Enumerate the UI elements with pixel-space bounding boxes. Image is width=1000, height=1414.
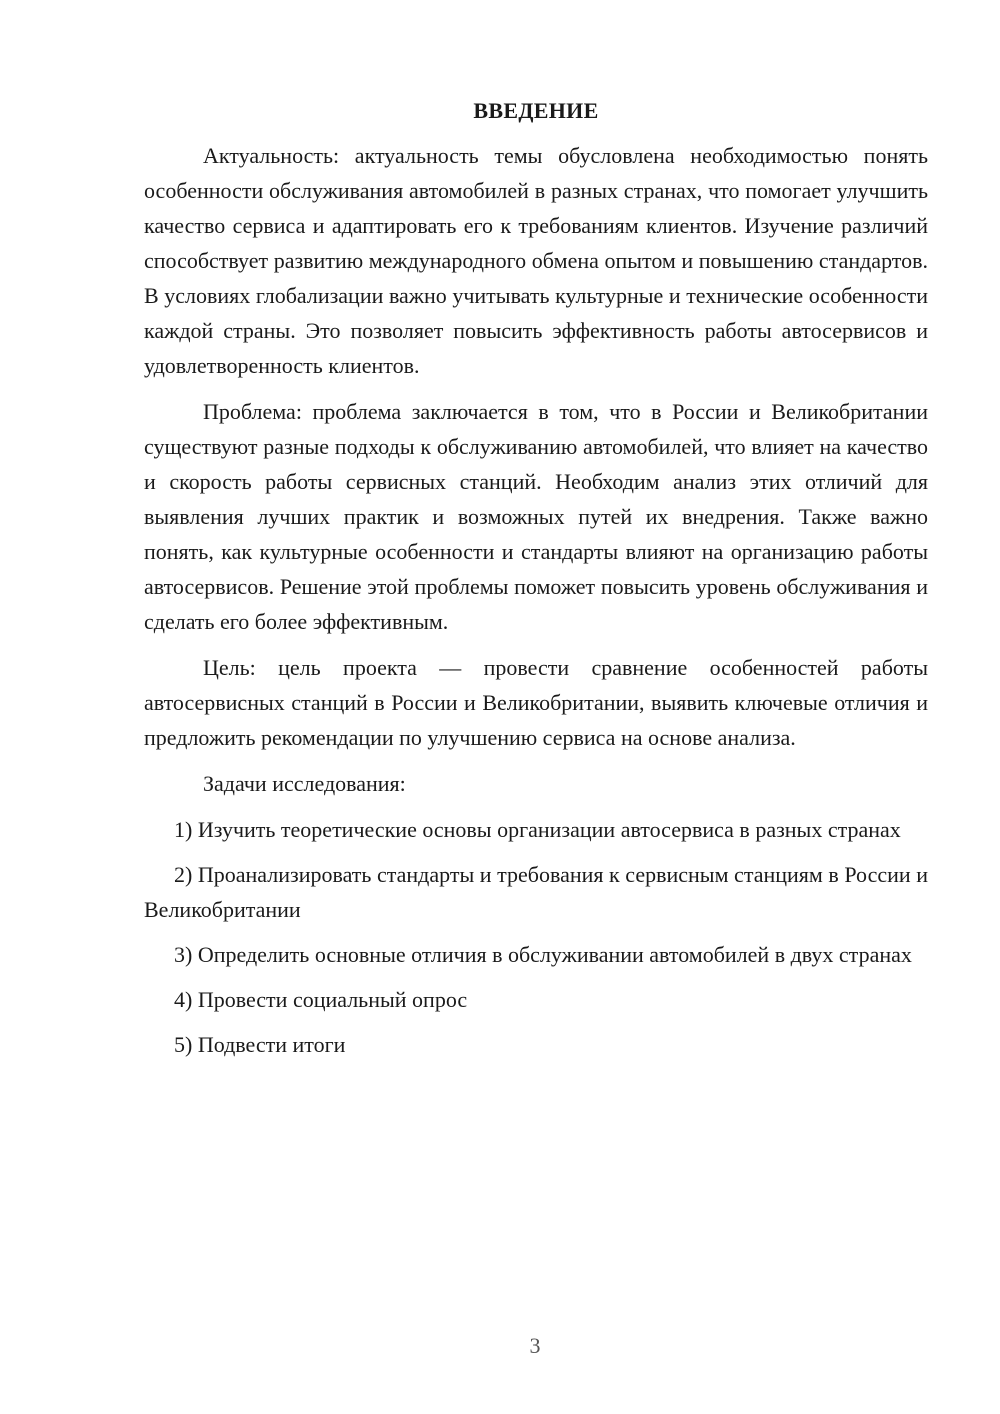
paragraph-relevance: Актуальность: актуальность темы обусловлена необходимостью понять особенности обслуживания автомобилей в разных странах, что помогает улучшить качество сервиса и адаптировать его к требованиям клиентов. Изучение различий способствует развитию международного обмена опытом и повышению стандартов. В условиях глобализации важно учитывать культурные и технические особенности каждой страны. Это позволяет повысить эффективность работы автосервисов и удовлетворенность клиентов. — [144, 143, 928, 378]
paragraph-goal: Цель: цель проекта — провести сравнение особенностей работы автосервисных станций в России и Великобритании, выявить ключевые отличия и предложить рекомендации по улучшению сервиса на основе анализа. — [144, 655, 928, 750]
page-content — [144, 96, 928, 1072]
page-number: 3 — [529, 1333, 541, 1358]
tasks-heading: Задачи исследования: — [203, 771, 406, 796]
task-item: 5) Подвести итоги — [174, 1032, 346, 1057]
task-item: 2) Проанализировать стандарты и требования к сервисным станциям в России и Великобритании — [144, 862, 928, 922]
task-item: 3) Определить основные отличия в обслуживании автомобилей в двух странах — [174, 942, 912, 967]
task-item: 4) Провести социальный опрос — [174, 987, 468, 1012]
paragraph-problem: Проблема: проблема заключается в том, что в России и Великобритании существуют разные подходы к обслуживанию автомобилей, что влияет на качество и скорость работы сервисных станций. Необходим анализ этих отличий для выявления лучших практик и возможных путей их внедрения. Также важно понять, как культурные особенности и стандарты влияют на организацию работы автосервисов. Решение этой проблемы поможет повысить уровень обслуживания и сделать его более эффективным. — [144, 399, 928, 634]
section-title: ВВЕДЕНИЕ — [473, 98, 599, 123]
task-item: 1) Изучить теоретические основы организации автосервиса в разных странах — [174, 817, 901, 842]
